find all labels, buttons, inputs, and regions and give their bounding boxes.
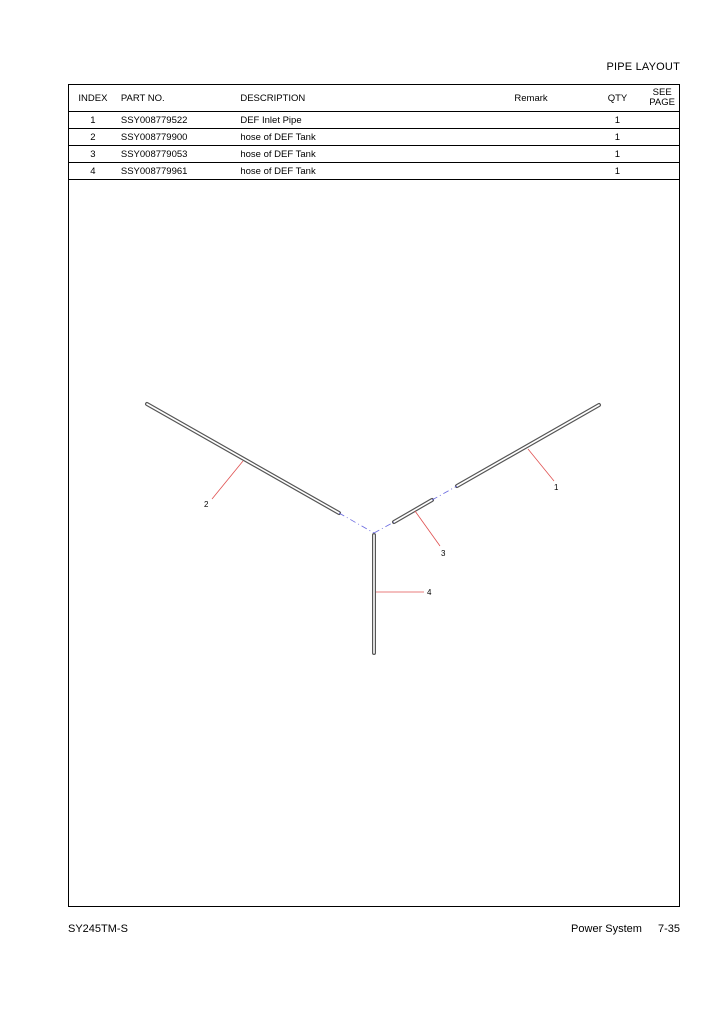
cell-description: DEF Inlet Pipe xyxy=(236,112,472,129)
centerline-connections xyxy=(339,486,457,533)
cell-part-no: SSY008779900 xyxy=(117,129,236,146)
cell-qty: 1 xyxy=(590,146,646,163)
pipe-1 xyxy=(457,405,599,486)
pipe-2 xyxy=(147,404,339,513)
cell-qty: 1 xyxy=(590,112,646,129)
header-qty: QTY xyxy=(590,85,646,112)
cell-part-no: SSY008779961 xyxy=(117,163,236,180)
leader-3 xyxy=(415,511,440,546)
cell-description: hose of DEF Tank xyxy=(236,163,472,180)
footer-page-number: 7-35 xyxy=(657,923,680,935)
leader-1 xyxy=(528,449,554,481)
cell-part-no: SSY008779522 xyxy=(117,112,236,129)
pipe-3 xyxy=(394,500,432,522)
cell-index: 4 xyxy=(69,163,117,180)
section-title: PIPE LAYOUT xyxy=(606,61,680,73)
footer-section: Power System xyxy=(571,923,642,935)
cell-index: 2 xyxy=(69,129,117,146)
cell-description: hose of DEF Tank xyxy=(236,129,472,146)
footer-right xyxy=(571,923,680,935)
header-see-line2: PAGE xyxy=(649,97,675,108)
cell-description: hose of DEF Tank xyxy=(236,146,472,163)
cell-qty: 1 xyxy=(590,163,646,180)
callout-1: 1 xyxy=(554,483,559,492)
cell-index: 3 xyxy=(69,146,117,163)
header-remark: Remark xyxy=(472,85,589,112)
cell-index: 1 xyxy=(69,112,117,129)
cell-part-no: SSY008779053 xyxy=(117,146,236,163)
callout-3: 3 xyxy=(441,549,446,558)
header-see-line1: SEE xyxy=(652,87,672,98)
header-description: DESCRIPTION xyxy=(236,85,472,112)
leader-2 xyxy=(212,461,243,499)
callout-4: 4 xyxy=(427,588,432,597)
header-part-no: PART NO. xyxy=(117,85,236,112)
header-index: INDEX xyxy=(69,85,117,112)
footer-model: SY245TM-S xyxy=(68,923,128,935)
callout-2: 2 xyxy=(204,500,209,509)
cell-qty: 1 xyxy=(590,129,646,146)
